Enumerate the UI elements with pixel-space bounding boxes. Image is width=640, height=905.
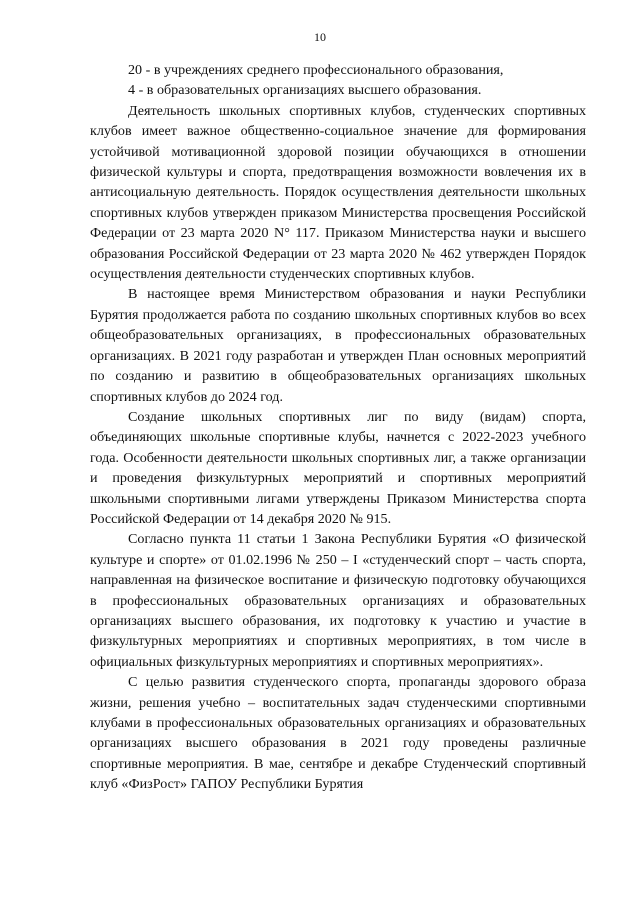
page-number: 10: [314, 30, 326, 44]
paragraph: Деятельность школьных спортивных клубов, студенческих спортивных клубов имеет важное общественно-социальное значение для формирования устойчивой мотивационной здоровой позиции обучающихся в отношении физической культуры и спорта, предотвращения возможности вовлечения их в антисоциальную деятельность. Порядок осуществления деятельности школьных спортивных клубов утвержден приказом Министерства просвещения Российской Федерации от 23 марта 2020 N° 117. Приказом Министерства науки и высшего образования Российской Федерации от 23 марта 2020 № 462 утвержден Порядок осуществления деятельности студенческих спортивных клубов.: [90, 102, 586, 283]
paragraph: С целью развития студенческого спорта, пропаганды здорового образа жизни, решения учебно – воспитательных задач студенческими спортивными клубами в профессиональных образовательных организациях и образовательных организациях высшего образования в 2021 году проведены различные спортивные мероприятия. В мае, сентябре и декабре Студенческий спортивный клуб «ФизРост» ГАПОУ Республики Бурятия: [90, 674, 586, 793]
paragraph: В настоящее время Министерством образования и науки Республики Бурятия продолжается работа по созданию школьных спортивных клубов во всех общеобразовательных организациях, в профессиональных образовательных организациях. В 2021 году разработан и утвержден План основных мероприятий по созданию и развитию в общеобразовательных организациях школьных спортивных клубов до 2024 год.: [90, 286, 586, 405]
paragraph: 4 - в образовательных организациях высшего образования.: [128, 82, 482, 99]
paragraph: 20 - в учреждениях среднего профессионального образования,: [128, 62, 504, 78]
body-text: [90, 60, 586, 795]
paragraph: Согласно пункта 11 статьи 1 Закона Республики Бурятия «О физической культуре и спорте» от 01.02.1996 № 250 – I «студенческий спорт – часть спорта, направленная на физическое воспитание и физическую подготовку обучающихся в профессиональных образовательных организациях и образовательных организациях высшего образования, их подготовку к участию и участие в физкультурных мероприятиях и спортивных мероприятиях, в том числе в официальных физкультурных мероприятиях и спортивных мероприятиях».: [90, 531, 586, 670]
paragraph: Создание школьных спортивных лиг по виду (видам) спорта, объединяющих школьные спортивные клубы, начнется с 2022-2023 учебного года. Особенности деятельности школьных спортивных лиг, а также организации и проведения физкультурных мероприятий и спортивных мероприятий школьными спортивными лигами утверждены Приказом Министерства спорта Российской Федерации от 14 декабря 2020 № 915.: [90, 408, 586, 527]
